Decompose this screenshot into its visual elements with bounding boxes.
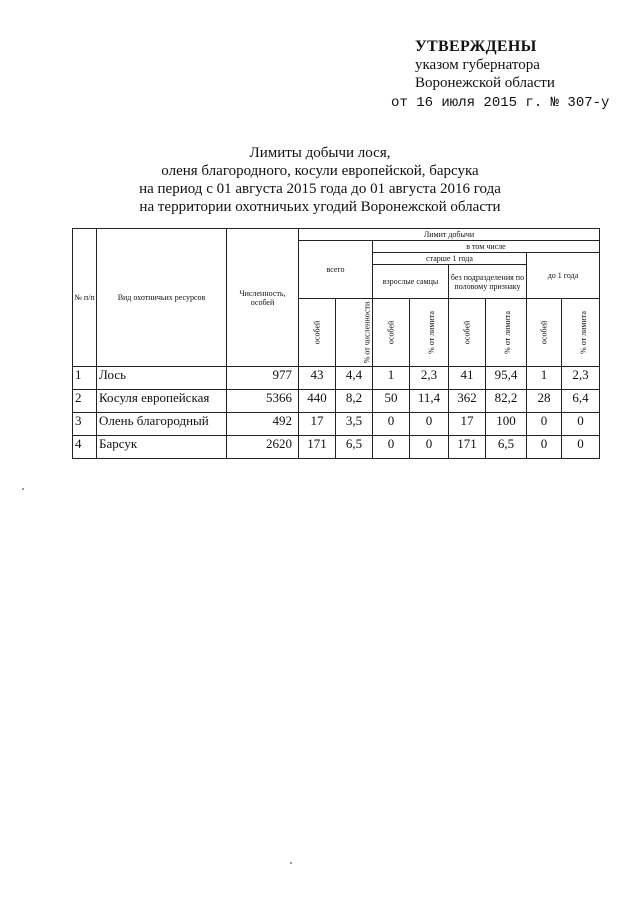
- header-young-pct: % от лимита: [562, 299, 600, 367]
- header-males-ind: особей: [373, 299, 410, 367]
- header-species: Вид охотничьих ресурсов: [97, 229, 227, 367]
- header-total-pct: % от численности: [336, 299, 373, 367]
- header-no-sex: без подразделения по половому признаку: [449, 265, 527, 299]
- title-line-4: на территории охотничьих угодий Воронежской области: [139, 199, 501, 215]
- header-young-ind: особей: [527, 299, 562, 367]
- title-line-2: оленя благородного, косули европейской, барсука: [161, 163, 479, 179]
- scan-speck: [290, 862, 292, 864]
- title-line-3: на период с 01 августа 2015 года до 01 августа 2016 года: [139, 181, 501, 197]
- header-limit: Лимит добычи: [299, 229, 600, 241]
- approval-line-governor: указом губернатора: [415, 57, 540, 73]
- title-line-1: Лимиты добычи лося,: [249, 145, 391, 161]
- approval-block: [391, 38, 610, 111]
- header-adult-males: взрослые самцы: [373, 265, 449, 299]
- document-title: [110, 144, 530, 216]
- header-nosex-ind: особей: [449, 299, 486, 367]
- header-population: Численность, особей: [227, 229, 299, 367]
- table-row: 3 Олень благородный 492 17 3,5 0 0 17 100 0 0: [73, 413, 600, 436]
- header-under1: до 1 года: [527, 253, 600, 299]
- header-nosex-pct: % от лимита: [486, 299, 527, 367]
- header-total-ind: особей: [299, 299, 336, 367]
- table-row: 2 Косуля европейская 5366 440 8,2 50 11,4 362 82,2 28 6,4: [73, 390, 600, 413]
- header-number: № п/п: [73, 229, 97, 367]
- header-males-pct: % от лимита: [410, 299, 449, 367]
- approval-date-number: от 16 июля 2015 г. № 307-у: [391, 95, 610, 111]
- scan-speck: [22, 488, 24, 490]
- approval-line-region: Воронежской области: [415, 75, 555, 91]
- table-row: 1 Лось 977 43 4,4 1 2,3 41 95,4 1 2,3: [73, 367, 600, 390]
- approval-heading: УТВЕРЖДЕНЫ: [415, 38, 537, 55]
- table-row: 4 Барсук 2620 171 6,5 0 0 171 6,5 0 0: [73, 436, 600, 459]
- header-older: старше 1 года: [373, 253, 527, 265]
- header-total: всего: [299, 241, 373, 299]
- limits-table: [72, 228, 600, 459]
- header-including: в том числе: [373, 241, 600, 253]
